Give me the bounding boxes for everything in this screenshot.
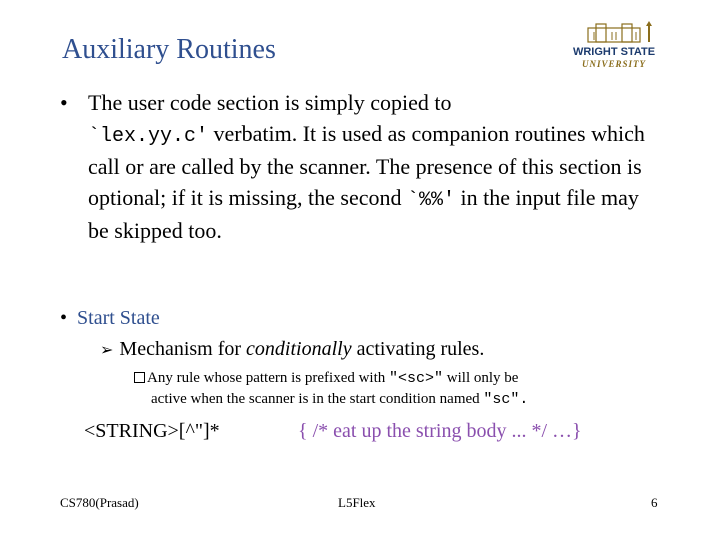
code-sc-pattern: "<sc>"	[389, 370, 444, 387]
sub-sub-bullet-rule: Any rule whose pattern is prefixed with "<sc>" will only be active when the scanner is in the start condition named "sc".	[134, 368, 664, 410]
sub-bullet-mechanism: ➢ Mechanism for conditionally activating rules.	[100, 338, 485, 360]
bullet-user-code	[60, 88, 660, 247]
code-sc-name: "sc".	[483, 391, 529, 408]
bullet-dot: •	[60, 307, 68, 329]
arrow-bullet-icon: ➢	[100, 340, 114, 359]
bullet-text: The user code section is simply copied to `lex.yy.c' verbatim. It is used as companion routines which call or are called by the scanner. The presence of this section is optional; if it is missing, the second `%%' in the input file may be skipped too.	[88, 90, 645, 243]
bullet-start-state	[60, 307, 160, 330]
code-action: { /* eat up the string body ... */ …}	[298, 420, 582, 442]
checkbox-bullet-icon	[134, 372, 145, 383]
footer-page-number: 6	[651, 495, 658, 510]
start-state-label: Start State	[77, 307, 160, 329]
building-icon	[566, 20, 662, 46]
slide-title: Auxiliary Routines	[62, 34, 276, 65]
code-percent-percent: `%%'	[406, 188, 455, 212]
emphasis-conditionally: conditionally	[246, 338, 352, 360]
logo-text-wright-state: WRIGHT STATE	[572, 46, 656, 58]
wright-state-logo	[566, 20, 662, 70]
logo-text-university: UNIVERSITY	[581, 59, 646, 69]
footer-lecture: L5Flex	[338, 495, 376, 510]
code-pattern: <STRING>[^"]*	[84, 420, 220, 442]
code-lex-yy-c: `lex.yy.c'	[88, 124, 209, 148]
footer-author: CS780(Prasad)	[60, 495, 139, 510]
bullet-dot: •	[60, 90, 68, 115]
